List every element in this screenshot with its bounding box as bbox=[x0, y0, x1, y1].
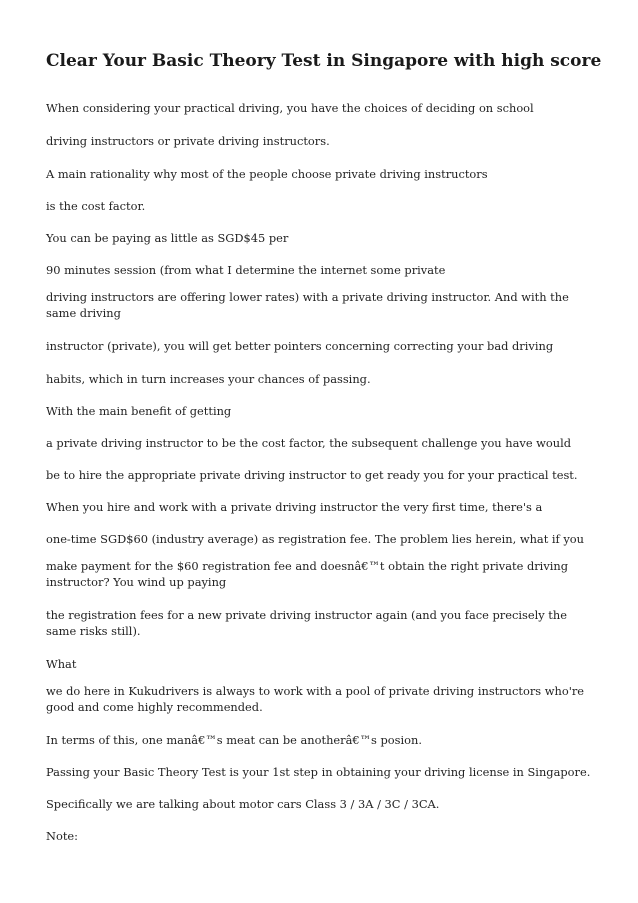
paragraph: What bbox=[46, 657, 77, 671]
paragraph: driving instructors or private driving instructors. bbox=[46, 134, 330, 148]
paragraph: a private driving instructor to be the cost factor, the subsequent challenge you have would bbox=[46, 436, 572, 450]
paragraph: we do here in Kukudrivers is always to work with a pool of private driving instructors who're good and come highly recommended. bbox=[46, 684, 585, 714]
paragraph: instructor (private), you will get better pointers concerning correcting your bad driving bbox=[46, 339, 554, 353]
paragraph: You can be paying as little as SGD$45 per bbox=[46, 231, 289, 245]
paragraph: When considering your practical driving, you have the choices of deciding on school bbox=[46, 101, 534, 115]
page-title: Clear Your Basic Theory Test in Singapore with high score bbox=[46, 51, 602, 71]
paragraph: With the main benefit of getting bbox=[46, 404, 232, 418]
paragraph: When you hire and work with a private driving instructor the very first time, there's a bbox=[46, 500, 543, 514]
paragraph: the registration fees for a new private driving instructor again (and you face precisely the same risks still). bbox=[46, 608, 567, 638]
paragraph: driving instructors are offering lower rates) with a private driving instructor. And with the same driving bbox=[46, 290, 569, 320]
paragraph: be to hire the appropriate private driving instructor to get ready you for your practical test. bbox=[46, 468, 578, 482]
paragraph: make payment for the $60 registration fee and doesnâ€™t obtain the right private driving instructor? You wind up paying bbox=[46, 559, 569, 589]
paragraph: In terms of this, one manâ€™s meat can be anotherâ€™s posion. bbox=[46, 733, 422, 747]
paragraph: Note: bbox=[46, 829, 78, 843]
paragraph: habits, which in turn increases your chances of passing. bbox=[46, 372, 371, 386]
paragraph: Specifically we are talking about motor cars Class 3 / 3A / 3C / 3CA. bbox=[46, 797, 440, 811]
paragraph: 90 minutes session (from what I determine the internet some private bbox=[46, 263, 446, 277]
paragraph: is the cost factor. bbox=[46, 199, 146, 213]
paragraph: A main rationality why most of the people choose private driving instructors bbox=[46, 167, 488, 181]
paragraph: Passing your Basic Theory Test is your 1st step in obtaining your driving license in Singapore. bbox=[46, 765, 591, 779]
paragraph: one-time SGD$60 (industry average) as registration fee. The problem lies herein, what if you bbox=[46, 532, 584, 546]
